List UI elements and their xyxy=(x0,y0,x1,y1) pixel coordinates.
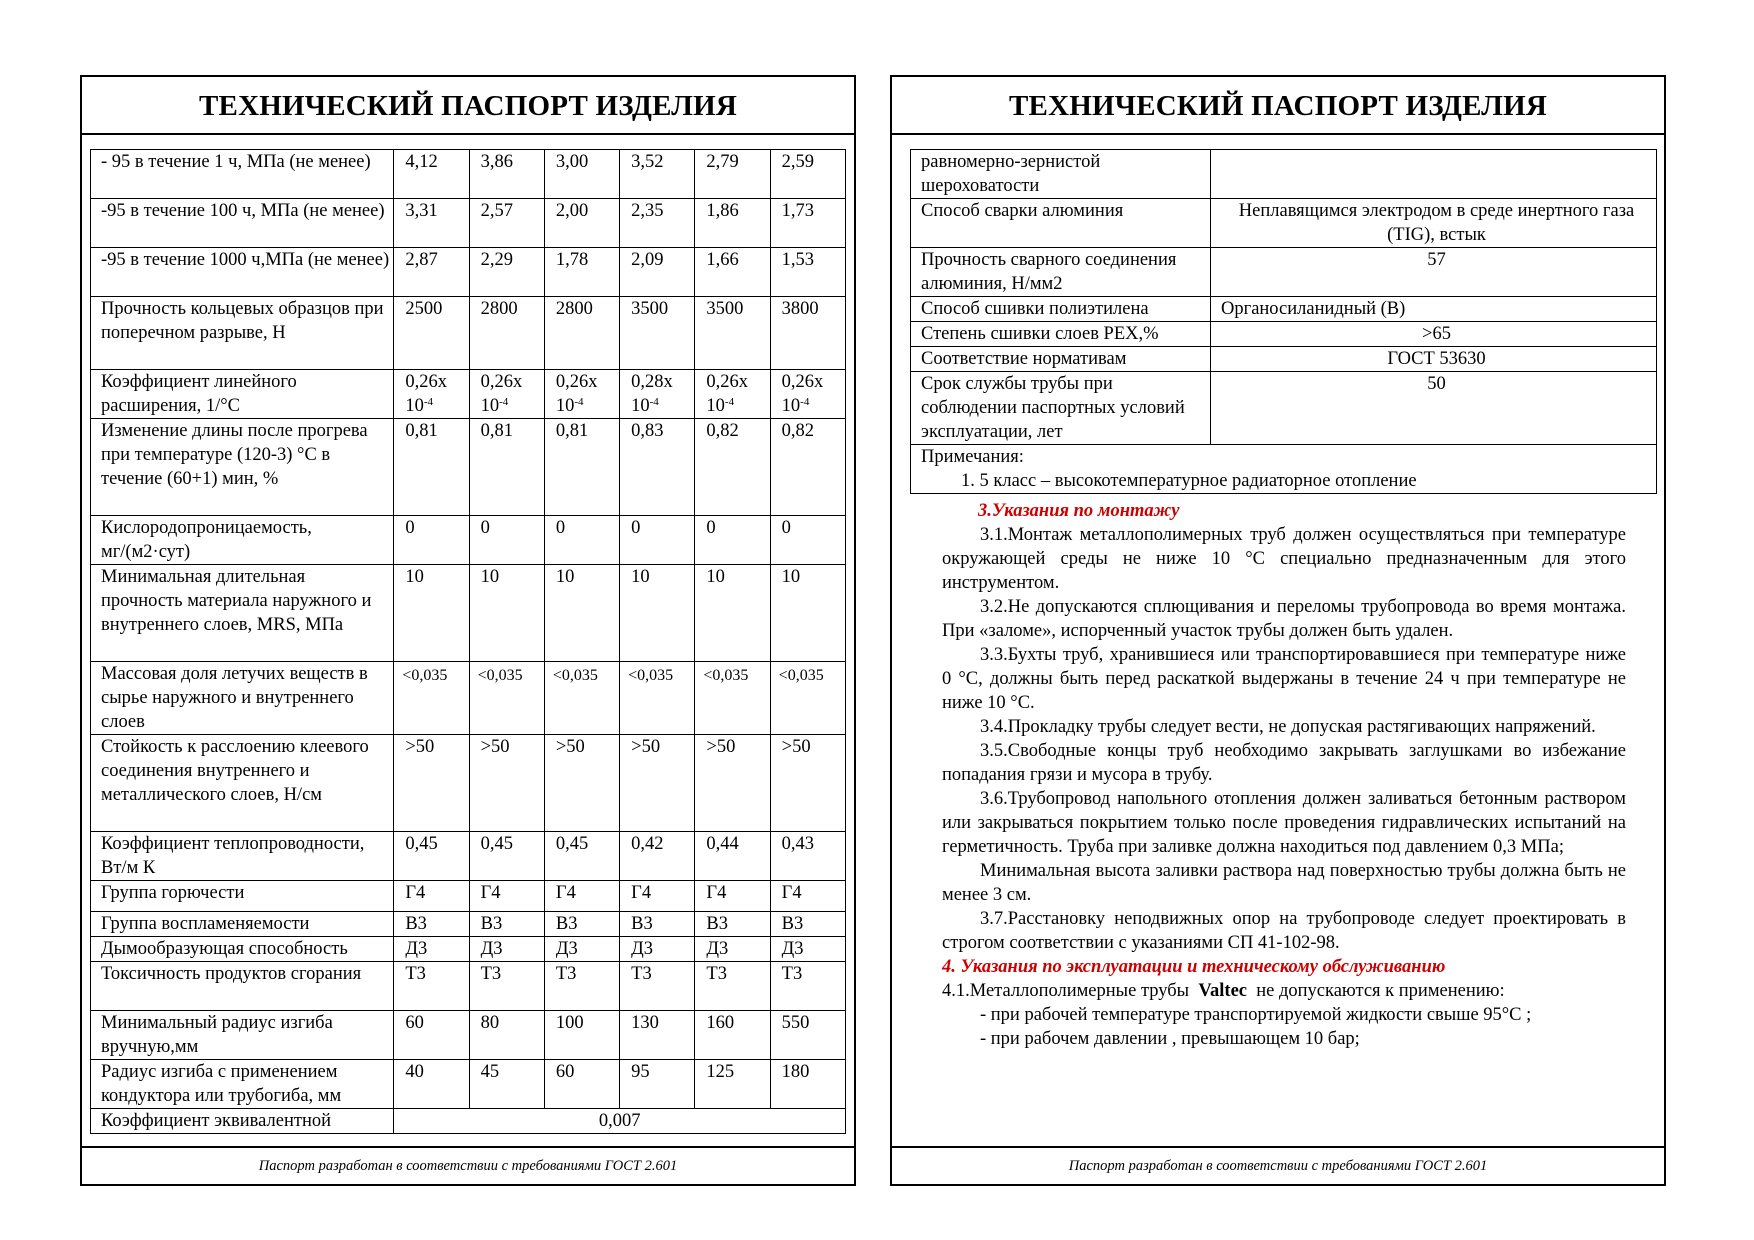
row-label: Минимальный радиус изгиба вручную,мм xyxy=(91,1011,394,1060)
coef-power xyxy=(556,394,615,418)
value-cell: 40 xyxy=(394,1060,469,1109)
value-cell: В3 xyxy=(620,912,695,937)
value-cell: Т3 xyxy=(620,962,695,1011)
value-cell: 95 xyxy=(620,1060,695,1109)
value-cell: 0,45 xyxy=(544,832,619,881)
row-label: Прочность кольцевых образцов при поперечном разрыве, Н xyxy=(91,297,394,370)
value-cell: Г4 xyxy=(770,881,845,912)
value-cell: 3,00 xyxy=(544,150,619,199)
right-properties-table xyxy=(910,149,1657,494)
table-row xyxy=(91,565,846,662)
value-cell: Т3 xyxy=(544,962,619,1011)
value-cell: >50 xyxy=(770,735,845,832)
value-cell: 60 xyxy=(394,1011,469,1060)
paragraph: 3.7.Расстановку неподвижных опор на трубопроводе следует проектировать в строгом соответствии с указаниями СП 41-102-98. xyxy=(942,909,1626,953)
coef-exp: 10 xyxy=(631,396,650,416)
merged-value-cell: 0,007 xyxy=(394,1109,846,1134)
row-label: Соответствие нормативам xyxy=(911,347,1211,372)
value-cell: 0,83 xyxy=(620,419,695,516)
bullet-item: - при рабочем давлении , превышающем 10 бар; xyxy=(980,1029,1360,1049)
coef-pow: -4 xyxy=(574,396,584,408)
table-row xyxy=(91,370,846,419)
value-cell: 10 xyxy=(695,565,770,662)
value-cell: 2,57 xyxy=(469,199,544,248)
row-value: 57 xyxy=(1211,248,1657,297)
value-cell: 1,73 xyxy=(770,199,845,248)
coef-base: 0,26x xyxy=(781,372,824,392)
value-cell: 2,00 xyxy=(544,199,619,248)
value-cell: Т3 xyxy=(695,962,770,1011)
row-label: Массовая доля летучих веществ в сырье наружного и внутреннего слоев xyxy=(91,662,394,735)
value-cell: 100 xyxy=(544,1011,619,1060)
value-cell: 60 xyxy=(544,1060,619,1109)
value-cell: 3,52 xyxy=(620,150,695,199)
paragraph: 3.6.Трубопровод напольного отопления должен заливаться бетонным раствором или закрываться покрытием только после проведения гидравлических испытаний на герметичность. Труба при заливке должна находиться под давлением 0,3 МПа; xyxy=(942,789,1626,857)
row-label: Кислородопроницаемость, мг/(м2·сут) xyxy=(91,516,394,565)
value-cell: 3800 xyxy=(770,297,845,370)
row-label: равномерно-зернистой шероховатости xyxy=(911,150,1211,199)
value-cell: >50 xyxy=(620,735,695,832)
row-label: Стойкость к расслоению клеевого соединения внутреннего и металлического слоев, Н/см xyxy=(91,735,394,832)
table-row xyxy=(91,735,846,832)
left-page-title: ТЕХНИЧЕСКИЙ ПАСПОРТ ИЗДЕЛИЯ xyxy=(82,77,854,135)
row-value: Органосиланидный (В) xyxy=(1211,297,1657,322)
table-row xyxy=(91,937,846,962)
row-label: Коэффициент эквивалентной xyxy=(91,1109,394,1134)
row-label: Способ сшивки полиэтилена xyxy=(911,297,1211,322)
table-row xyxy=(91,297,846,370)
value-cell: 550 xyxy=(770,1011,845,1060)
coef-power xyxy=(782,394,841,418)
coef-base: 0,28x xyxy=(631,372,673,392)
value-cell: <0,035 xyxy=(695,662,770,735)
row-value: 50 xyxy=(1211,372,1657,445)
table-row xyxy=(91,962,846,1011)
row-label: Радиус изгиба с применением кондуктора или трубогиба, мм xyxy=(91,1060,394,1109)
table-row xyxy=(91,912,846,937)
coef-pow: -4 xyxy=(649,396,659,408)
value-cell: <0,035 xyxy=(620,662,695,735)
value-cell: Г4 xyxy=(394,881,469,912)
note-item: 1. 5 класс – высокотемпературное радиаторное отопление xyxy=(961,471,1417,491)
notes-row xyxy=(911,445,1657,494)
value-cell: 160 xyxy=(695,1011,770,1060)
value-cell: В3 xyxy=(394,912,469,937)
row-label: Способ сварки алюминия xyxy=(911,199,1211,248)
table-row xyxy=(91,248,846,297)
value-cell: 10 xyxy=(620,565,695,662)
value-cell: 3500 xyxy=(695,297,770,370)
table-row xyxy=(91,1011,846,1060)
value-cell: Д3 xyxy=(544,937,619,962)
right-page-title: ТЕХНИЧЕСКИЙ ПАСПОРТ ИЗДЕЛИЯ xyxy=(892,77,1664,135)
value-cell: Т3 xyxy=(469,962,544,1011)
coef-power xyxy=(631,394,690,418)
row-label: -95 в течение 1000 ч,МПа (не менее) xyxy=(91,248,394,297)
value-cell xyxy=(620,370,695,419)
coef-pow: -4 xyxy=(724,396,735,408)
row-label: Коэффициент теплопроводности, Вт/м К xyxy=(91,832,394,881)
coef-exp: 10 xyxy=(706,396,725,416)
table-row xyxy=(91,662,846,735)
value-cell: 1,78 xyxy=(544,248,619,297)
right-page-footer: Паспорт разработан в соответствии с требованиями ГОСТ 2.601 xyxy=(892,1146,1664,1184)
value-cell xyxy=(770,370,845,419)
value-cell: >50 xyxy=(544,735,619,832)
value-cell: >50 xyxy=(394,735,469,832)
value-cell: <0,035 xyxy=(770,662,845,735)
value-cell: 0,82 xyxy=(695,419,770,516)
row-value: ГОСТ 53630 xyxy=(1211,347,1657,372)
value-cell: <0,035 xyxy=(469,662,544,735)
table-row xyxy=(911,372,1657,445)
row-label: Коэффициент линейного расширения, 1/°С xyxy=(91,370,394,419)
coef-power xyxy=(706,394,765,418)
coef-pow: -4 xyxy=(499,396,509,408)
row-label: -95 в течение 100 ч, МПа (не менее) xyxy=(91,199,394,248)
coef-exp: 10 xyxy=(781,396,801,416)
left-properties-table xyxy=(90,149,846,1134)
coef-pow: -4 xyxy=(800,396,810,408)
table-row xyxy=(911,322,1657,347)
value-cell: 2800 xyxy=(544,297,619,370)
value-cell: В3 xyxy=(469,912,544,937)
value-cell: В3 xyxy=(544,912,619,937)
coef-exp: 10 xyxy=(405,396,424,416)
value-cell: 0,45 xyxy=(469,832,544,881)
value-cell: 0,42 xyxy=(620,832,695,881)
value-cell: 2,79 xyxy=(695,150,770,199)
row-label: Минимальная длительная прочность материала наружного и внутреннего слоев, MRS, МПа xyxy=(91,565,394,662)
value-cell: 0 xyxy=(695,516,770,565)
value-cell xyxy=(695,370,770,419)
value-cell: 2800 xyxy=(469,297,544,370)
value-cell: 0,44 xyxy=(695,832,770,881)
table-row xyxy=(91,1109,846,1134)
value-cell: 0,81 xyxy=(469,419,544,516)
value-cell: 125 xyxy=(695,1060,770,1109)
notes-title: Примечания: xyxy=(921,447,1024,467)
value-cell: 10 xyxy=(544,565,619,662)
table-row xyxy=(91,881,846,912)
value-cell: 1,66 xyxy=(695,248,770,297)
table-row xyxy=(911,297,1657,322)
bullet-item: - при рабочей температуре транспортируемой жидкости свыше 95°С ; xyxy=(980,1005,1532,1025)
row-label: Степень сшивки слоев РЕХ,% xyxy=(911,322,1211,347)
value-cell: 2,87 xyxy=(394,248,469,297)
value-cell: 4,12 xyxy=(394,150,469,199)
right-properties-table-wrap xyxy=(910,149,1652,494)
value-cell: 45 xyxy=(469,1060,544,1109)
left-properties-table-wrap xyxy=(90,149,846,1134)
row-label: Группа горючести xyxy=(91,881,394,912)
value-cell xyxy=(544,370,619,419)
table-row xyxy=(91,516,846,565)
value-cell: В3 xyxy=(695,912,770,937)
row-value: >65 xyxy=(1211,322,1657,347)
value-cell: 2500 xyxy=(394,297,469,370)
row-label: Прочность сварного соединения алюминия, Н/мм2 xyxy=(911,248,1211,297)
value-cell xyxy=(469,370,544,419)
value-cell: 10 xyxy=(394,565,469,662)
coef-pow: -4 xyxy=(423,396,434,408)
paragraph: Минимальная высота заливки раствора над поверхностью трубы должна быть не менее 3 см. xyxy=(942,861,1626,905)
table-row xyxy=(911,248,1657,297)
value-cell: 180 xyxy=(770,1060,845,1109)
value-cell xyxy=(394,370,469,419)
row-label: Группа воспламеняемости xyxy=(91,912,394,937)
row-label: Токсичность продуктов сгорания xyxy=(91,962,394,1011)
value-cell: 0,82 xyxy=(770,419,845,516)
value-cell: 3500 xyxy=(620,297,695,370)
value-cell: Г4 xyxy=(695,881,770,912)
coef-exp: 10 xyxy=(555,396,575,416)
paragraph-4-1 xyxy=(942,979,1626,1003)
instructions-body xyxy=(942,499,1626,1051)
value-cell: 3,86 xyxy=(469,150,544,199)
value-cell: >50 xyxy=(695,735,770,832)
row-value: Неплавящимся электродом в среде инертного газа (TIG), встык xyxy=(1211,199,1657,248)
value-cell: 10 xyxy=(469,565,544,662)
value-cell: Д3 xyxy=(620,937,695,962)
paragraph: 3.1.Монтаж металлополимерных труб должен осуществляться при температуре окружающей среды не ниже 10 °С специально предназначенным для этого инструментом. xyxy=(942,525,1626,593)
paragraph: 3.3.Бухты труб, хранившиеся или транспортировавшиеся при температуре ниже 0 °С, должны быть перед раскаткой выдержаны в течение 24 ч при температуре не ниже 10 °С. xyxy=(942,645,1626,713)
value-cell: Д3 xyxy=(469,937,544,962)
value-cell: <0,035 xyxy=(544,662,619,735)
paragraph: 3.2.Не допускаются сплющивания и переломы трубопровода во время монтажа. При «заломе», испорченный участок трубы должен быть удален. xyxy=(942,597,1626,641)
table-row xyxy=(911,150,1657,199)
value-cell: 0 xyxy=(620,516,695,565)
table-row xyxy=(91,199,846,248)
table-row xyxy=(91,150,846,199)
value-cell: >50 xyxy=(469,735,544,832)
left-page xyxy=(80,75,856,1186)
value-cell: Д3 xyxy=(770,937,845,962)
value-cell: Г4 xyxy=(620,881,695,912)
value-cell: Г4 xyxy=(544,881,619,912)
table-row xyxy=(911,199,1657,248)
table-row xyxy=(91,1060,846,1109)
value-cell: 0 xyxy=(394,516,469,565)
value-cell: Г4 xyxy=(469,881,544,912)
value-cell: 1,86 xyxy=(695,199,770,248)
value-cell: 1,53 xyxy=(770,248,845,297)
table-row xyxy=(911,347,1657,372)
value-cell: 10 xyxy=(770,565,845,662)
value-cell: 0 xyxy=(469,516,544,565)
coef-power xyxy=(481,394,540,418)
table-row xyxy=(91,419,846,516)
value-cell: 0,81 xyxy=(544,419,619,516)
value-cell: Д3 xyxy=(394,937,469,962)
value-cell: 2,59 xyxy=(770,150,845,199)
table-row xyxy=(91,832,846,881)
coef-base: 0,26x xyxy=(555,372,598,392)
paragraph: 3.4.Прокладку трубы следует вести, не допуская растягивающих напряжений. xyxy=(980,717,1596,737)
value-cell: 130 xyxy=(620,1011,695,1060)
value-cell: Т3 xyxy=(394,962,469,1011)
value-cell: <0,035 xyxy=(394,662,469,735)
value-cell: 0,81 xyxy=(394,419,469,516)
value-cell: 0 xyxy=(544,516,619,565)
brand-name: Valtec xyxy=(1198,981,1247,1001)
row-value xyxy=(1211,150,1657,199)
row-label: - 95 в течение 1 ч, МПа (не менее) xyxy=(91,150,394,199)
row-label: Дымообразующая способность xyxy=(91,937,394,962)
coef-base: 0,26x xyxy=(480,372,523,392)
value-cell: 0,45 xyxy=(394,832,469,881)
value-cell: 80 xyxy=(469,1011,544,1060)
coef-base: 0,26x xyxy=(405,372,447,392)
row-label: Изменение длины после прогрева при температуре (120-3) °С в течение (60+1) мин, % xyxy=(91,419,394,516)
value-cell: В3 xyxy=(770,912,845,937)
section-heading-installation: 3.Указания по монтажу xyxy=(978,501,1180,521)
text-span: не допускаются к применению: xyxy=(1247,981,1505,1001)
value-cell: 0,43 xyxy=(770,832,845,881)
value-cell: 2,29 xyxy=(469,248,544,297)
coef-base: 0,26x xyxy=(706,372,749,392)
value-cell: 0 xyxy=(770,516,845,565)
left-page-footer: Паспорт разработан в соответствии с требованиями ГОСТ 2.601 xyxy=(82,1146,854,1184)
text-span: 4.1.Металлополимерные трубы xyxy=(942,981,1199,1001)
paragraph: 3.5.Свободные концы труб необходимо закрывать заглушками во избежание попадания грязи и мусора в трубу. xyxy=(942,741,1626,785)
section-heading-operation: 4. Указания по эксплуатации и техническому обслуживанию xyxy=(942,957,1446,977)
value-cell: Т3 xyxy=(770,962,845,1011)
coef-power xyxy=(405,394,464,418)
value-cell: 2,09 xyxy=(620,248,695,297)
coef-exp: 10 xyxy=(480,396,500,416)
right-page xyxy=(890,75,1666,1186)
value-cell: 2,35 xyxy=(620,199,695,248)
row-label: Срок службы трубы при соблюдении паспортных условий эксплуатации, лет xyxy=(911,372,1211,445)
value-cell: Д3 xyxy=(695,937,770,962)
value-cell: 3,31 xyxy=(394,199,469,248)
